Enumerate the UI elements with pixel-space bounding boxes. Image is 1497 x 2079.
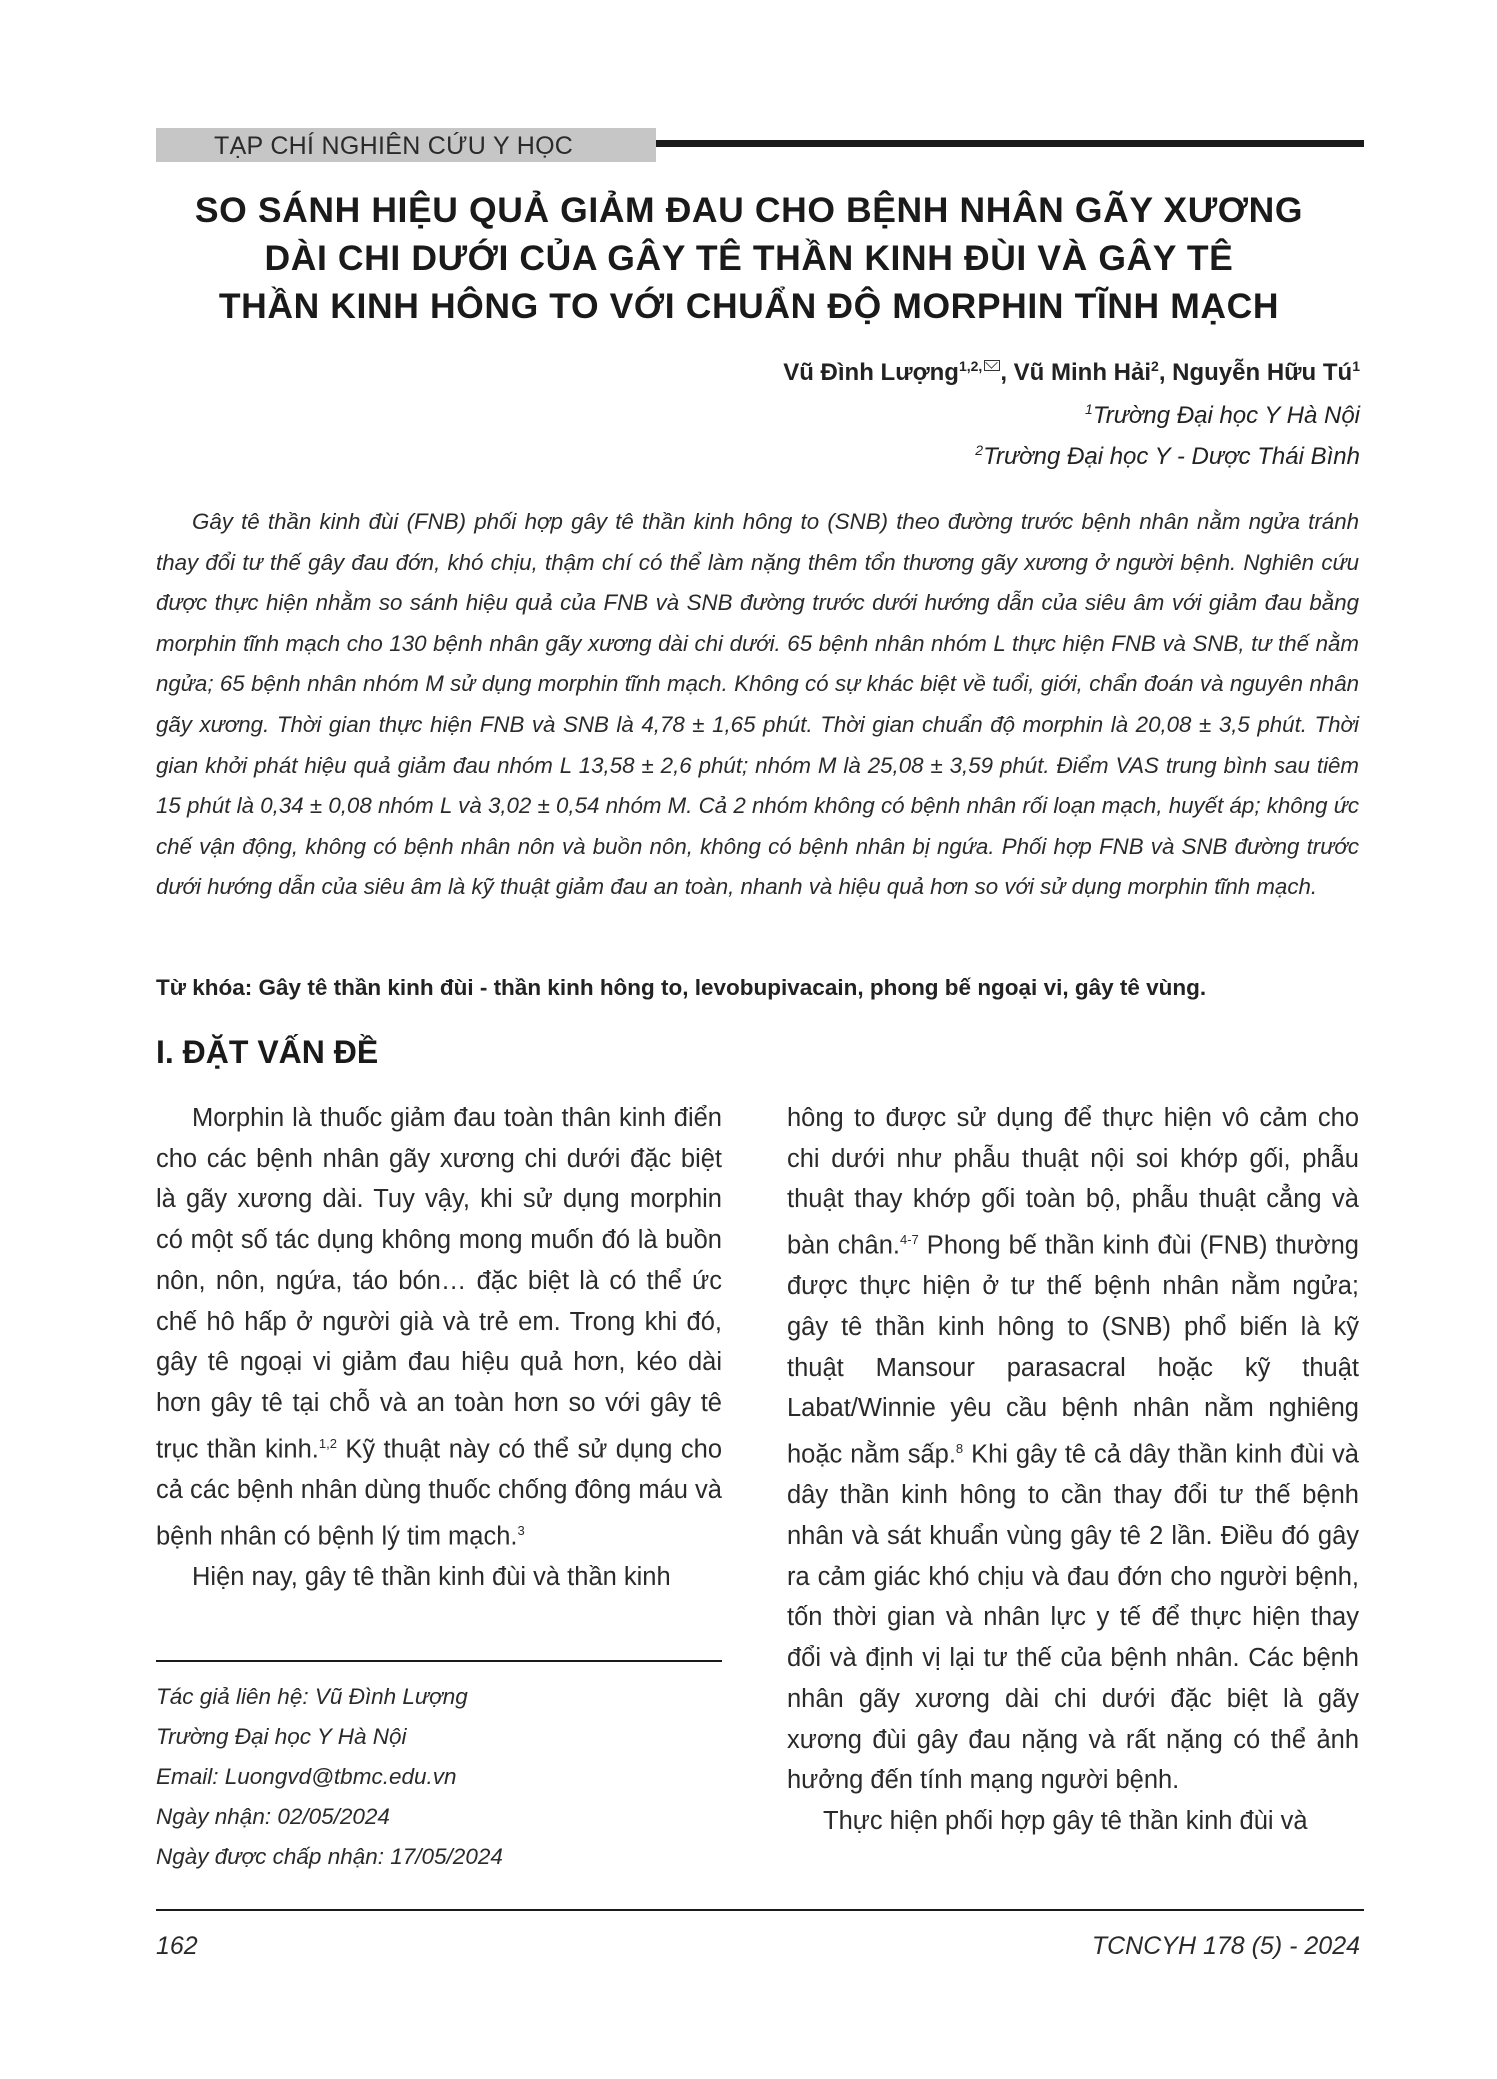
paragraph-text: Khi gây tê cả dây thần kinh đùi và dây thần kinh hông to cần thay đổi tư thế bệnh nhân và sát khuẩn vùng gây tê 2 lần. Điều đó gây ra cảm giác khó chịu và đau đớn cho người bệnh, tốn thời gian và nhân lực y tế để thực hiện thay đổi và định vị lại tư thế của bệnh nhân. Các bệnh nhân gãy xương dài chi dưới đặc biệt là gãy xương đùi gây đau nặng và rất nặng có thể ảnh hưởng đến tính mạng người bệnh. <box>787 1440 1359 1795</box>
abstract: Gây tê thần kinh đùi (FNB) phối hợp gây tê thần kinh hông to (SNB) theo đường trước bệnh nhân nằm ngửa tránh thay đổi tư thế gây đau đớn, khó chịu, thậm chí có thể làm nặng thêm tổn thương gãy xương ở người bệnh. Nghiên cứu được thực hiện nhằm so sánh hiệu quả của FNB và SNB đường trước dưới hướng dẫn của siêu âm với giảm đau bằng morphin tĩnh mạch cho 130 bệnh nhân gãy xương dài chi dưới. 65 bệnh nhân nhóm L thực hiện FNB và SNB, tư thế nằm ngửa; 65 bệnh nhân nhóm M sử dụng morphin tĩnh mạch. Không có sự khác biệt về tuổi, giới, chẩn đoán và nguyên nhân gãy xương. Thời gian thực hiện FNB và SNB là 4,78 ± 1,65 phút. Thời gian chuẩn độ morphin là 20,08 ± 3,5 phút. Thời gian khởi phát hiệu quả giảm đau nhóm L 13,58 ± 2,6 phút; nhóm M là 25,08 ± 3,59 phút. Điểm VAS trung bình sau tiêm 15 phút là 0,34 ± 0,08 nhóm L và 3,02 ± 0,54 nhóm M. Cả 2 nhóm không có bệnh nhân rối loạn mạch, huyết áp; không ức chế vận động, không có bệnh nhân nôn và buồn nôn, không có bệnh nhân bị ngứa. Phối hợp FNB và SNB đường trước dưới hướng dẫn của siêu âm là kỹ thuật giảm đau an toàn, nhanh và hiệu quả hơn so với sử dụng morphin tĩnh mạch. <box>156 509 1359 900</box>
citation: 8 <box>955 1441 964 1457</box>
title-line: SO SÁNH HIỆU QUẢ GIẢM ĐAU CHO BỆNH NHÂN GÃY XƯƠNG <box>194 190 1304 230</box>
affiliation <box>975 442 1360 471</box>
author-list: Vũ Đình Lượng$^{1,2,}$ , Vũ Minh Hải$^2$, Nguyễn Hữu $Tú^1$ <box>783 358 1360 386</box>
paragraph: Thực hiện phối hợp gây tê thần kinh đùi và <box>823 1806 1308 1835</box>
journal-reference: TCNCYH 178 (5) - 2024 <box>1091 1932 1360 1960</box>
paragraph <box>787 1098 1359 1801</box>
title-line: THẦN KINH HÔNG TO VỚI CHUẨN ĐỘ MORPHIN TĨNH MẠCH <box>218 286 1280 326</box>
article-title <box>120 186 1378 330</box>
keywords: Từ khóa: Gây tê thần kinh đùi - thần kinh hông to, levobupivacain, phong bế ngoại vi, gây tê vùng. <box>156 975 1207 1000</box>
affiliation-text: Trường Đại học Y - Dược Thái Bình <box>983 443 1360 470</box>
author-sup: 2 <box>1151 358 1159 374</box>
right-column <box>787 1098 1359 1842</box>
section-title: I. ĐẶT VẤN ĐỀ <box>156 1034 379 1070</box>
paragraph-text: Kỹ thuật này có thể sử dụng cho cả các bệnh nhân dùng thuốc chống đông máu và bệnh nhân có bệnh lý tim mạch. <box>156 1435 722 1551</box>
author-name: Nguyễn Hữu Tú <box>1172 359 1353 386</box>
page-number: 162 <box>156 1932 198 1960</box>
title-line: DÀI CHI DƯỚI CỦA GÂY TÊ THẦN KINH ĐÙI VÀ GÂY TÊ <box>264 238 1234 278</box>
affiliation <box>1085 401 1360 430</box>
footnote-line: Trường Đại học Y Hà Nội <box>156 1724 407 1749</box>
left-column <box>156 1098 722 1597</box>
affiliation-sup: 2 <box>975 442 984 458</box>
paragraph-text: Morphin là thuốc giảm đau toàn thân kinh điển cho các bệnh nhân gãy xương chi dưới đặc biệt là gãy xương dài. Tuy vậy, khi sử dụng morphin có một số tác dụng không mong muốn đó là buồn nôn, nôn, ngứa, táo bón… đặc biệt là có thể ức chế hô hấp ở người già và trẻ em. Trong khi đó, gây tê ngoại vi giảm đau hiệu quả hơn, kéo dài hơn gây tê tại chỗ và an toàn hơn so với gây tê trục thần kinh. <box>156 1104 722 1464</box>
paragraph-text: Phong bế thần kinh đùi (FNB) thường được thực hiện ở tư thế bệnh nhân nằm ngửa; gây tê thần kinh hông to (SNB) phổ biến là kỹ thuật Mansour parasacral hoặc kỹ thuật Labat/Winnie yêu cầu bệnh nhân nằm nghiêng hoặc nằm sấp. <box>787 1231 1359 1469</box>
footnote-line: Email: Luongvd@tbmc.edu.vn <box>156 1764 457 1789</box>
mail-icon <box>984 360 1000 371</box>
footnote-line: Ngày được chấp nhận: 17/05/2024 <box>156 1844 503 1869</box>
citation: 4-7 <box>899 1232 919 1248</box>
footnote-rule <box>156 1660 722 1662</box>
author-sup: 1,2, <box>958 358 983 374</box>
author-name: Vũ Đình Lượng <box>783 359 959 386</box>
affiliation-sup: 1 <box>1085 401 1093 417</box>
author-sup: 1 <box>1352 358 1360 374</box>
header-rule <box>656 140 1364 147</box>
citation: 3 <box>517 1522 525 1538</box>
paragraph: Hiện nay, gây tê thần kinh đùi và thần kinh <box>192 1562 671 1591</box>
footnote-line: Ngày nhận: 02/05/2024 <box>156 1804 390 1829</box>
affiliation-text: Trường Đại học Y Hà Nội <box>1092 402 1360 429</box>
author-name: Vũ Minh Hải <box>1013 359 1152 386</box>
footnote-line: Tác giả liên hệ: Vũ Đình Lượng <box>156 1684 468 1709</box>
paragraph-text: hông to được sử dụng để thực hiện vô cảm cho chi dưới như phẫu thuật nội soi khớp gối, phẫu thuật thay khớp gối toàn bộ, phẫu thuật cẳng và bàn chân. <box>787 1104 1359 1260</box>
journal-header: TẠP CHÍ NGHIÊN CỨU Y HỌC <box>214 132 574 160</box>
citation: 1,2 <box>318 1435 337 1451</box>
footer-rule <box>156 1909 1364 1911</box>
paragraph <box>156 1098 722 1557</box>
